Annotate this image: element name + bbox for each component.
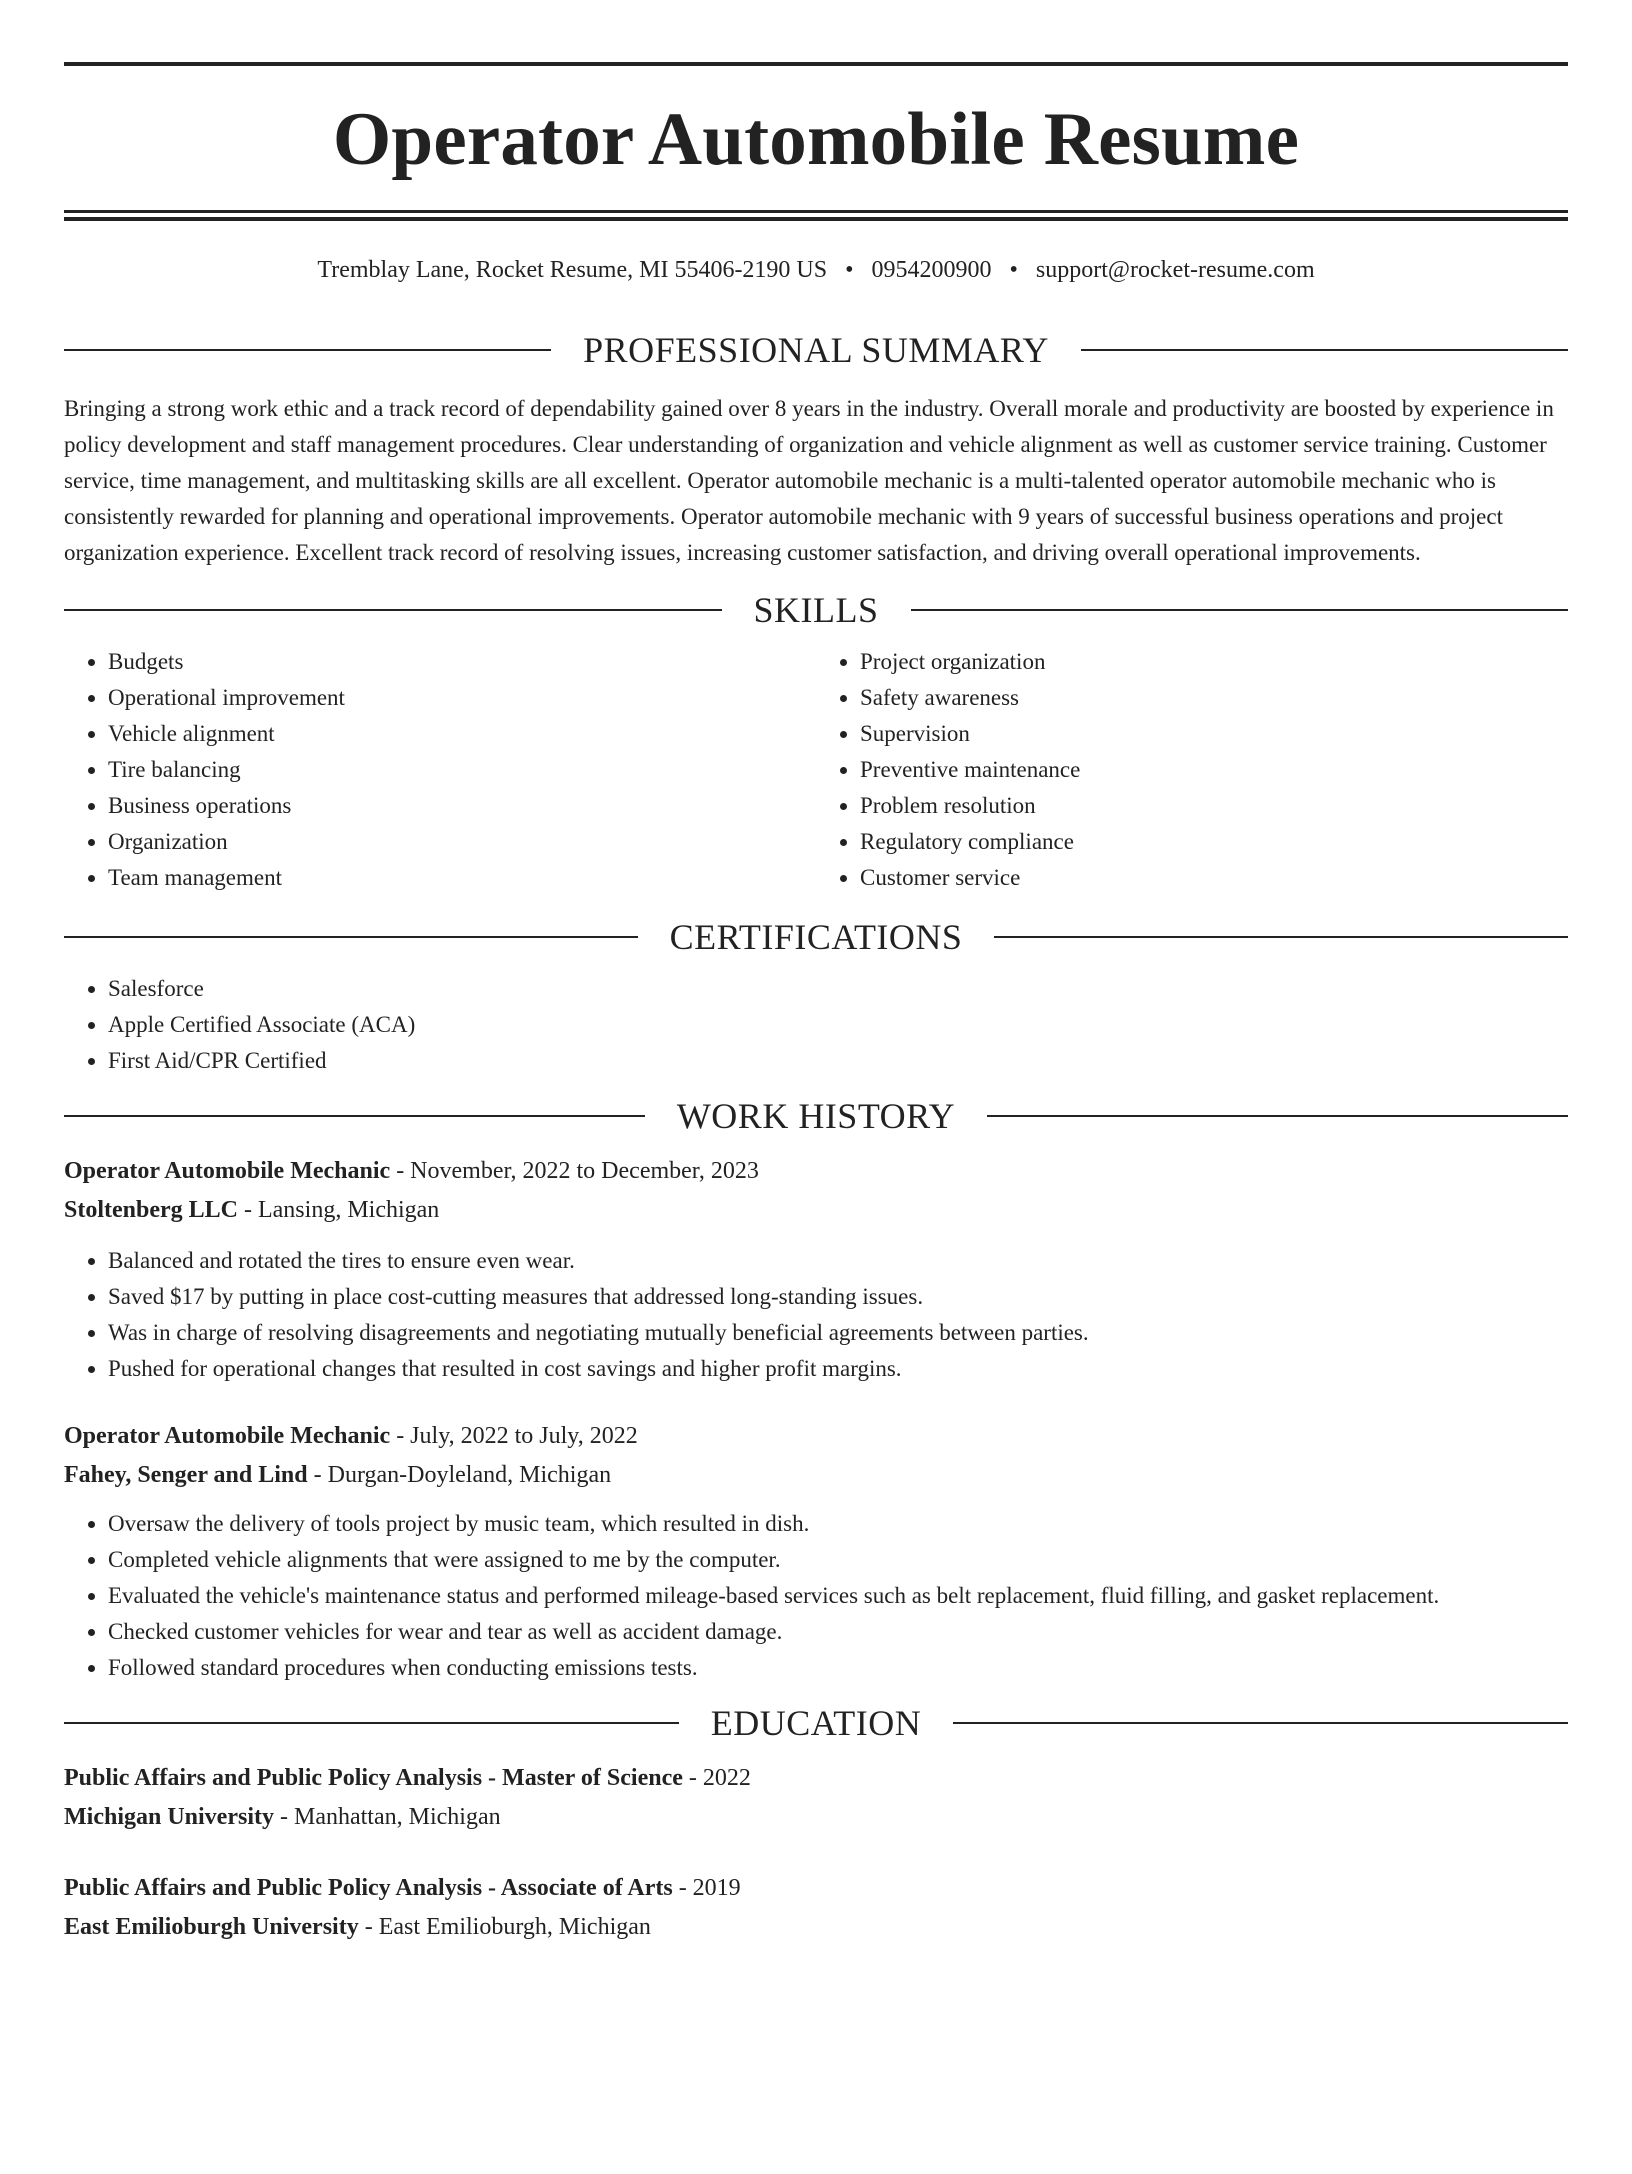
- job-bullet: • Oversaw the delivery of tools project by music team, which resulted in dish.: [108, 1506, 1568, 1542]
- education-year: - 2019: [672, 1875, 741, 1901]
- certification-item: • Apple Certified Associate (ACA): [108, 1007, 1568, 1043]
- summary-text: Bringing a strong work ethic and a track record of dependability gained over 8 years in the industry. Overall morale and productivity are boosted by experience in policy development and staff management procedures. Clear understanding of organization and vehicle alignment as well as customer service training. Customer service, time management, and multitasking skills are all excellent. Operator automobile mechanic is a multi-talented operator automobile mechanic who is consistently rewarded for planning and operational improvements. Operator automobile mechanic with 9 years of successful business operations and project organization experience. Excellent track record of resolving issues, increasing customer satisfaction, and driving overall operational improvements.: [64, 396, 1554, 565]
- work-heading: [64, 1091, 1568, 1141]
- skills-title: SKILLS: [753, 590, 879, 630]
- skill-item: • Vehicle alignment: [108, 716, 816, 752]
- skill-item: • Team management: [108, 860, 816, 896]
- job-bullets: [64, 1243, 1568, 1387]
- job-location: - Lansing, Michigan: [238, 1197, 440, 1223]
- job-company-line: [64, 1191, 1568, 1230]
- education-degree: Public Affairs and Public Policy Analysis - Associate of Arts: [64, 1875, 673, 1901]
- job-company: Stoltenberg LLC: [64, 1197, 238, 1223]
- contact-address: Tremblay Lane, Rocket Resume, MI 55406-2190 US: [317, 257, 828, 283]
- heading-rule: [64, 936, 638, 938]
- job-company-line: [64, 1456, 1568, 1495]
- skills-heading: [64, 585, 1568, 635]
- skill-item: • Project organization: [860, 644, 1568, 680]
- education-degree-line: [64, 1759, 1568, 1798]
- education-location: - East Emilioburgh, Michigan: [358, 1914, 651, 1940]
- heading-rule: [987, 1115, 1568, 1117]
- skill-item: • Operational improvement: [108, 680, 816, 716]
- job-company: Fahey, Senger and Lind: [64, 1462, 308, 1488]
- skill-item: • Regulatory compliance: [860, 824, 1568, 860]
- heading-rule: [953, 1722, 1568, 1724]
- education-degree-line: [64, 1869, 1568, 1908]
- skill-item: • Problem resolution: [860, 788, 1568, 824]
- job-dates: - July, 2022 to July, 2022: [390, 1423, 638, 1449]
- education-heading: [64, 1698, 1568, 1748]
- job-bullet: • Was in charge of resolving disagreements and negotiating mutually beneficial agreements between parties.: [108, 1315, 1568, 1351]
- job-role: Operator Automobile Mechanic: [64, 1423, 391, 1449]
- certification-item: • First Aid/CPR Certified: [108, 1043, 1568, 1079]
- resume-title: Operator Automobile Resume: [332, 98, 1300, 181]
- contact-separator: •: [845, 257, 854, 283]
- summary-heading: [64, 325, 1568, 375]
- certifications-heading: [64, 912, 1568, 962]
- heading-rule: [1081, 349, 1568, 351]
- skill-item: • Supervision: [860, 716, 1568, 752]
- heading-rule: [64, 1115, 645, 1117]
- summary-title: PROFESSIONAL SUMMARY: [583, 330, 1049, 370]
- job-role: Operator Automobile Mechanic: [64, 1158, 391, 1184]
- education-location: - Manhattan, Michigan: [274, 1804, 501, 1830]
- job-location: - Durgan-Doyleland, Michigan: [307, 1462, 612, 1488]
- education-degree: Public Affairs and Public Policy Analysis - Master of Science: [64, 1765, 683, 1791]
- job-bullet: • Followed standard procedures when conducting emissions tests.: [108, 1650, 1568, 1686]
- education-school: East Emilioburgh University: [64, 1914, 359, 1940]
- job-bullet: • Checked customer vehicles for wear and tear as well as accident damage.: [108, 1614, 1568, 1650]
- education-school-line: [64, 1798, 1568, 1837]
- job-bullet: • Completed vehicle alignments that were assigned to me by the computer.: [108, 1542, 1568, 1578]
- job-dates: - November, 2022 to December, 2023: [390, 1158, 759, 1184]
- resume-page: [0, 62, 1632, 2174]
- contact-phone: 0954200900: [871, 257, 992, 283]
- heading-rule: [64, 349, 551, 351]
- skill-item: • Budgets: [108, 644, 816, 680]
- certifications-title: CERTIFICATIONS: [669, 917, 963, 957]
- education-entry: [64, 1759, 1568, 1837]
- certifications-list: [64, 971, 1568, 1079]
- skill-item: • Customer service: [860, 860, 1568, 896]
- top-rule: [64, 62, 1568, 66]
- skill-item: • Tire balancing: [108, 752, 816, 788]
- skill-item: • Business operations: [108, 788, 816, 824]
- contact-line: [64, 255, 1568, 285]
- work-title: WORK HISTORY: [676, 1096, 956, 1136]
- skills-column-left: [64, 644, 816, 896]
- skill-item: • Safety awareness: [860, 680, 1568, 716]
- education-entry: [64, 1869, 1568, 1947]
- job-bullet: • Pushed for operational changes that resulted in cost savings and higher profit margins.: [108, 1351, 1568, 1387]
- job-bullet: • Balanced and rotated the tires to ensure even wear.: [108, 1243, 1568, 1279]
- heading-rule: [911, 609, 1569, 611]
- job-entry: [64, 1152, 1568, 1387]
- job-bullet: • Evaluated the vehicle's maintenance status and performed mileage-based services such as belt replacement, fluid filling, and gasket replacement.: [108, 1578, 1568, 1614]
- skills-column-right: [816, 644, 1568, 896]
- certification-item: • Salesforce: [108, 971, 1568, 1007]
- heading-rule: [64, 1722, 679, 1724]
- job-role-line: [64, 1417, 1568, 1456]
- job-entry: [64, 1417, 1568, 1686]
- skill-item: • Preventive maintenance: [860, 752, 1568, 788]
- education-title: EDUCATION: [710, 1703, 922, 1743]
- job-bullets: [64, 1506, 1568, 1686]
- double-rule: [64, 210, 1568, 221]
- education-year: - 2022: [682, 1765, 751, 1791]
- education-school-line: [64, 1908, 1568, 1947]
- skills-list: [64, 644, 1568, 896]
- skill-item: • Organization: [108, 824, 816, 860]
- heading-rule: [994, 936, 1568, 938]
- job-role-line: [64, 1152, 1568, 1191]
- job-bullet: • Saved $17 by putting in place cost-cutting measures that addressed long-standing issues.: [108, 1279, 1568, 1315]
- contact-separator: •: [1009, 257, 1018, 283]
- heading-rule: [64, 609, 722, 611]
- education-school: Michigan University: [64, 1804, 274, 1830]
- contact-email: support@rocket-resume.com: [1035, 257, 1315, 283]
